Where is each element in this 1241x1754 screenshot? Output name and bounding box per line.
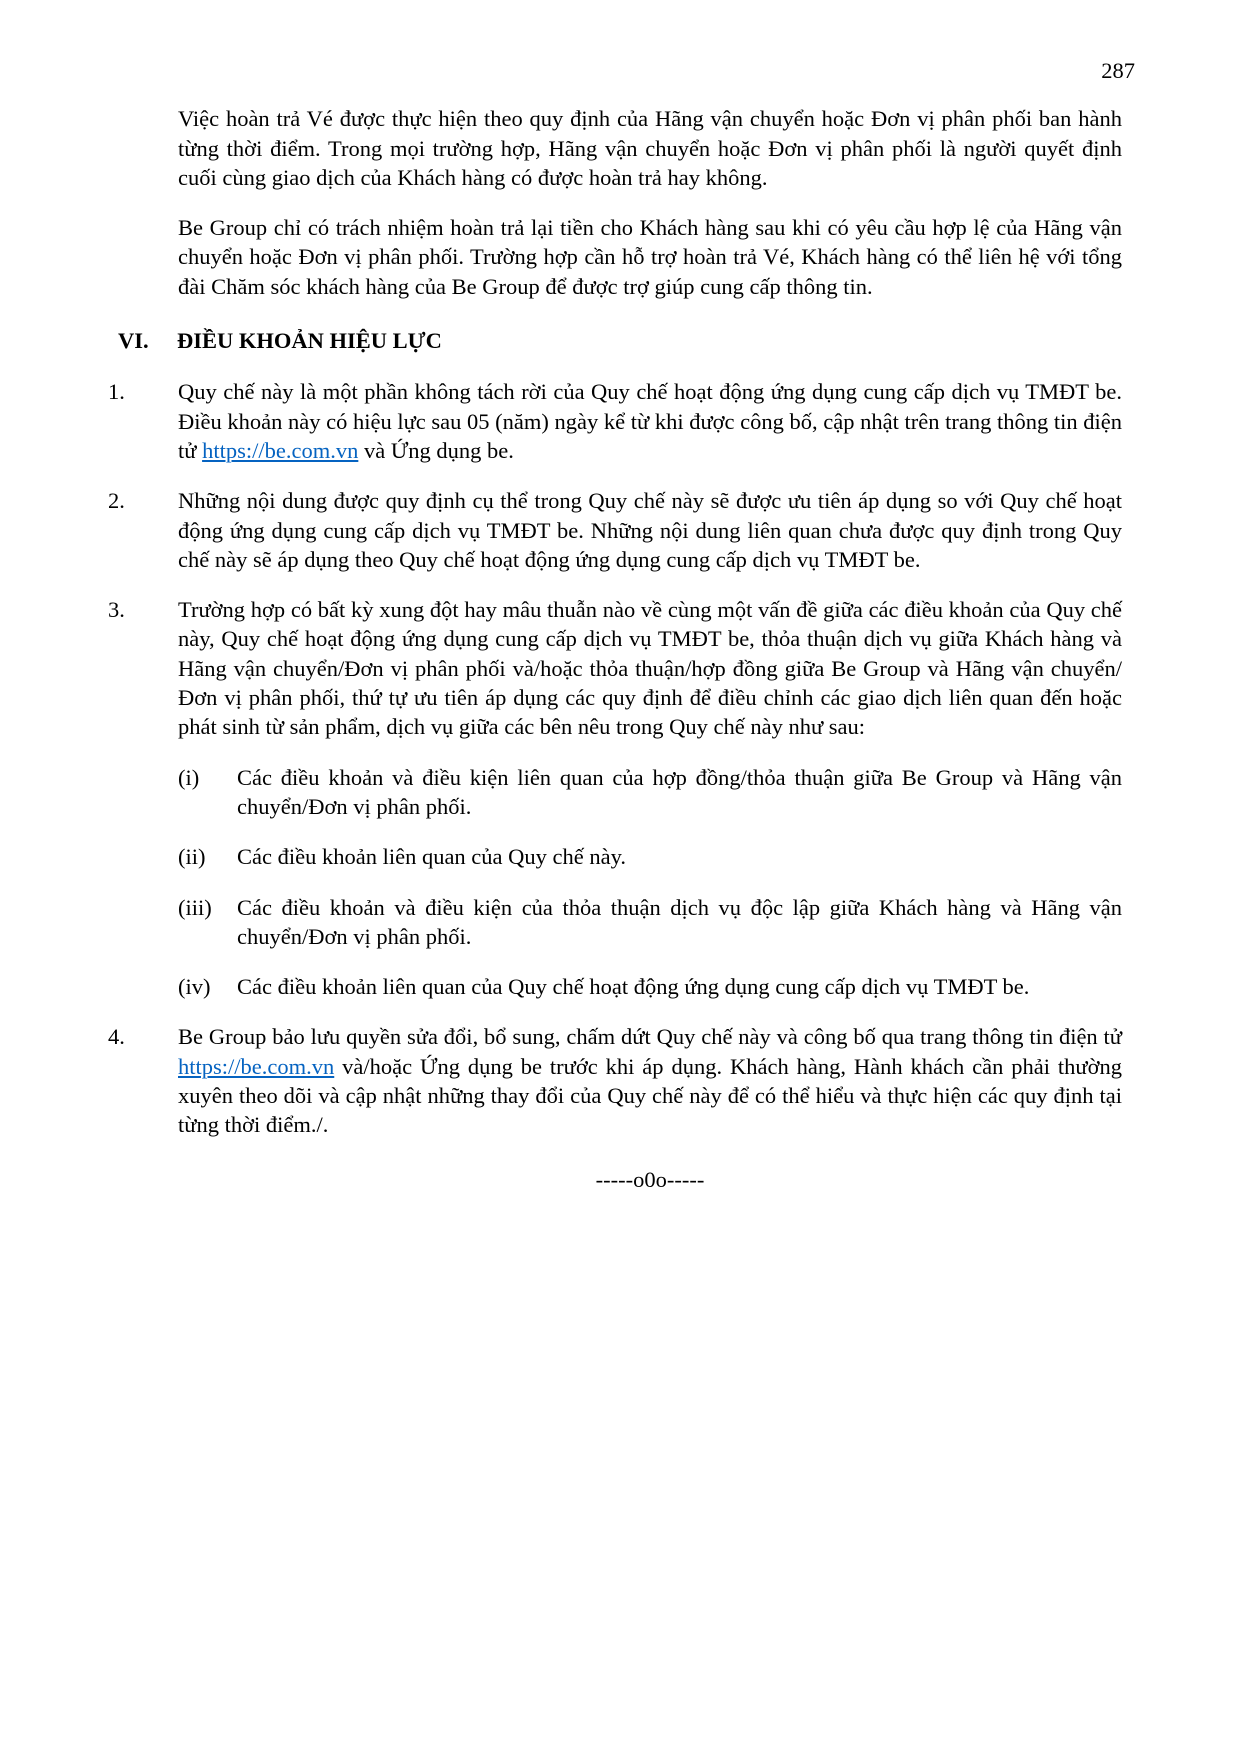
item-marker: 1.	[108, 379, 125, 405]
sub-item-text: Các điều khoản và điều kiện của thỏa thuận dịch vụ độc lập giữa Khách hàng và Hãng vận chuyển/Đơn vị phân phối.	[237, 894, 1122, 949]
intro-paragraph-refund-responsibility: Be Group chỉ có trách nhiệm hoàn trả lại tiền cho Khách hàng sau khi có yêu cầu hợp lệ của Hãng vận chuyển hoặc Đơn vị phân phối. Trường hợp cần hỗ trợ hoàn trả Vé, Khách hàng có thể liên hệ với tổng đài Chăm sóc khách hàng của Be Group để được trợ giúp cung cấp thông tin.	[178, 215, 1122, 299]
be-website-link[interactable]: https://be.com.vn	[178, 1053, 335, 1079]
section-label: VI.	[118, 328, 149, 354]
intro-paragraph-refund-policy: Việc hoàn trả Vé được thực hiện theo quy định của Hãng vận chuyển hoặc Đơn vị phân phối ban hành từng thời điểm. Trong mọi trường hợp, Hãng vận chuyển hoặc Đơn vị phân phối là người quyết định cuối cùng giao dịch của Khách hàng có được hoàn trả hay không.	[178, 106, 1122, 190]
list-item-3	[108, 595, 1122, 741]
item-marker: 2.	[108, 488, 125, 514]
sub-item-iv	[178, 972, 1122, 1001]
sub-item-ii	[178, 842, 1122, 871]
list-item-2	[108, 486, 1122, 574]
list-item-1	[108, 377, 1122, 465]
sub-item-text: Các điều khoản và điều kiện liên quan của hợp đồng/thỏa thuận giữa Be Group và Hãng vận chuyển/Đơn vị phân phối.	[237, 764, 1122, 819]
sub-item-text: Các điều khoản liên quan của Quy chế này.	[237, 844, 627, 870]
item-text: Trường hợp có bất kỳ xung đột hay mâu thuẫn nào về cùng một vấn đề giữa các điều khoản của Quy chế này, Quy chế hoạt động ứng dụng cung cấp dịch vụ TMĐT be, thỏa thuận dịch vụ giữa Khách hàng và Hãng vận chuyển/Đơn vị phân phối và/hoặc thỏa thuận/hợp đồng giữa Be Group và Hãng vận chuyển/Đơn vị phân phối, thứ tự ưu tiên áp dụng các quy định để điều chỉnh các giao dịch liên quan đến hoặc phát sinh từ sản phẩm, dịch vụ giữa các bên nêu trong Quy chế này như sau:	[178, 597, 1122, 740]
sub-item-i	[178, 763, 1122, 822]
sub-item-text: Các điều khoản liên quan của Quy chế hoạt động ứng dụng cung cấp dịch vụ TMĐT be.	[237, 974, 1030, 1000]
item-marker: 4.	[108, 1024, 125, 1050]
item-text: Quy chế này là một phần không tách rời của Quy chế hoạt động ứng dụng cung cấp dịch vụ TMĐT be. Điều khoản này có hiệu lực sau 05 (năm) ngày kể từ khi được công bố, cập nhật trên trang thông tin điện tử https://be.com.vn và Ứng dụng be.	[178, 379, 1122, 463]
closing-divider: -----o0o-----	[595, 1166, 705, 1192]
page-number: 287	[1101, 58, 1135, 83]
item-marker: 3.	[108, 597, 125, 623]
sub-item-iii	[178, 893, 1122, 952]
be-website-link[interactable]: https://be.com.vn	[202, 437, 359, 463]
section-heading	[118, 326, 1122, 355]
sub-item-marker: (iii)	[178, 894, 212, 920]
item-text: Be Group bảo lưu quyền sửa đổi, bổ sung, chấm dứt Quy chế này và công bố qua trang thông tin điện tử https://be.com.vn và/hoặc Ứng dụng be trước khi áp dụng. Khách hàng, Hành khách cần phải thường xuyên theo dõi và cập nhật những thay đổi của Quy chế này để có thể hiểu và thực hiện các quy định tại từng thời điểm./.	[178, 1024, 1122, 1138]
list-item-4	[108, 1022, 1122, 1139]
sub-item-marker: (ii)	[178, 844, 206, 870]
sub-item-marker: (iv)	[178, 974, 211, 1000]
section-title: ĐIỀU KHOẢN HIỆU LỰC	[177, 328, 442, 354]
sub-item-marker: (i)	[178, 764, 200, 790]
item-text: Những nội dung được quy định cụ thể trong Quy chế này sẽ được ưu tiên áp dụng so với Quy chế hoạt động ứng dụng cung cấp dịch vụ TMĐT be. Những nội dung liên quan chưa được quy định trong Quy chế này sẽ áp dụng theo Quy chế hoạt động ứng dụng cung cấp dịch vụ TMĐT be.	[178, 488, 1122, 572]
